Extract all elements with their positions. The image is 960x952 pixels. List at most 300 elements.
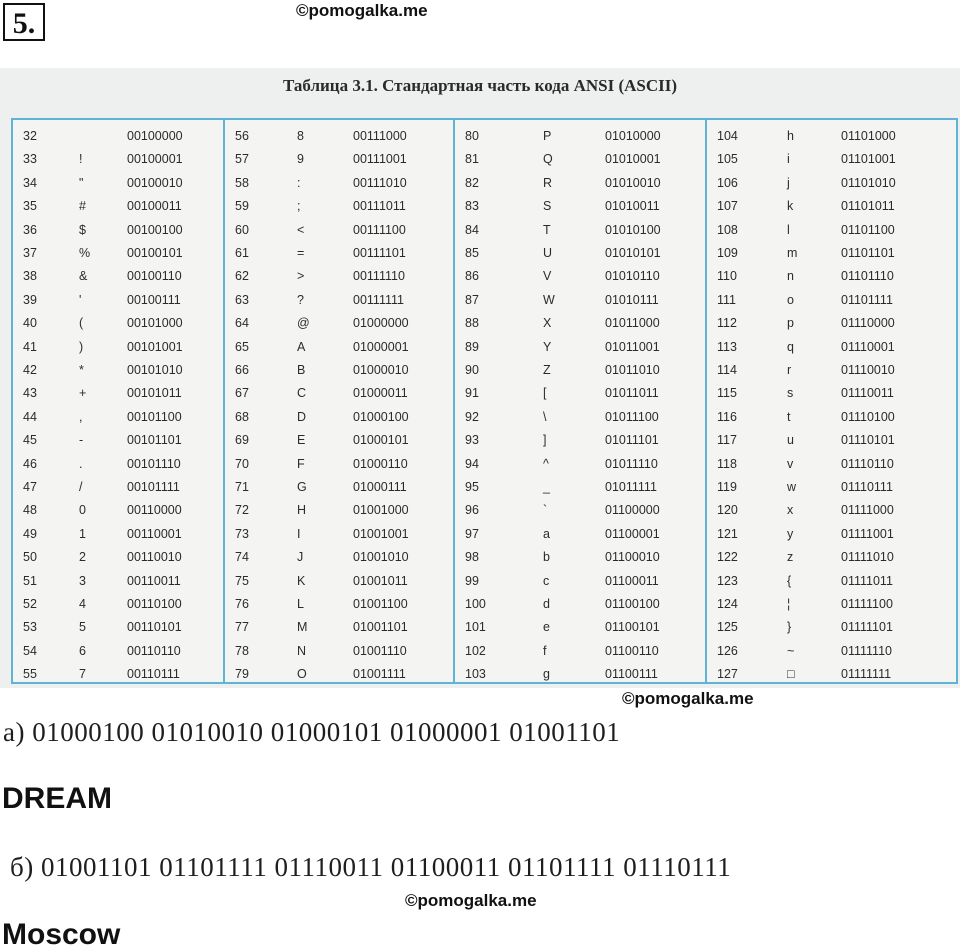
binary-cell: 01110100 (841, 409, 895, 424)
char-cell: t (787, 409, 791, 424)
table-row (13, 570, 223, 594)
char-cell: F (297, 456, 305, 471)
table-column-1 (13, 120, 225, 682)
watermark-2: ©pomogalka.me (622, 689, 754, 708)
binary-cell: 00100011 (127, 199, 182, 214)
char-cell: i (787, 152, 790, 167)
code-cell: 86 (465, 269, 479, 284)
char-cell: o (787, 292, 794, 307)
table-row (13, 616, 223, 640)
table-row (707, 570, 956, 594)
binary-cell: 01001010 (353, 550, 409, 565)
char-cell: % (79, 246, 91, 260)
code-cell: 74 (235, 550, 249, 565)
char-cell: m (787, 246, 798, 260)
binary-cell: 01011101 (605, 433, 659, 448)
code-cell: 43 (23, 386, 37, 401)
table-row (225, 312, 453, 336)
char-cell: x (787, 503, 794, 518)
char-cell: d (543, 597, 550, 611)
binary-cell: 01100110 (605, 643, 659, 658)
code-cell: 122 (717, 550, 738, 565)
table-row (13, 195, 223, 219)
binary-cell: 01111110 (841, 643, 892, 658)
char-cell: l (787, 222, 790, 237)
binary-cell: 00101111 (127, 480, 180, 494)
code-cell: 59 (235, 199, 249, 214)
binary-cell: 01100001 (605, 526, 660, 541)
table-row (225, 195, 453, 219)
char-cell: □ (787, 667, 795, 682)
binary-cell: 01010011 (605, 199, 660, 214)
binary-cell: 01111000 (841, 503, 894, 518)
char-cell: [ (543, 386, 547, 401)
table-row (13, 453, 223, 477)
table-row (13, 476, 223, 500)
binary-cell: 01001101 (353, 620, 408, 635)
table-row (707, 359, 956, 383)
binary-cell: 01001110 (353, 643, 407, 658)
table-row (455, 195, 705, 219)
binary-cell: 01111011 (841, 573, 893, 588)
char-cell: y (787, 526, 794, 541)
code-cell: 93 (465, 433, 479, 448)
code-cell: 103 (465, 667, 486, 682)
char-cell: v (787, 456, 794, 471)
code-cell: 35 (23, 199, 37, 214)
table-row (707, 265, 956, 289)
binary-cell: 01001100 (353, 597, 408, 611)
code-cell: 45 (23, 433, 37, 448)
table-row (455, 593, 705, 617)
code-cell: 127 (717, 667, 738, 682)
code-cell: 97 (465, 526, 479, 541)
binary-cell: 00100100 (127, 222, 183, 237)
code-cell: 81 (465, 152, 479, 167)
code-cell: 73 (235, 526, 249, 541)
table-row (707, 195, 956, 219)
table-row (225, 289, 453, 313)
table-row (225, 406, 453, 430)
binary-cell: 01101101 (841, 246, 895, 260)
char-cell: @ (297, 316, 310, 331)
code-cell: 104 (717, 129, 738, 143)
binary-cell: 01110001 (841, 339, 895, 354)
binary-cell: 01111001 (841, 526, 894, 541)
binary-cell: 00100001 (127, 152, 183, 167)
char-cell: $ (79, 222, 86, 237)
char-cell: p (787, 316, 794, 331)
table-row (455, 616, 705, 640)
binary-cell: 01001000 (353, 503, 409, 518)
binary-cell: 01111010 (841, 550, 894, 565)
binary-cell: 01010111 (605, 292, 659, 307)
table-row (225, 125, 453, 149)
char-cell: n (787, 269, 794, 284)
char-cell: } (787, 620, 792, 635)
table-row (707, 312, 956, 336)
char-cell: A (297, 339, 306, 354)
code-cell: 62 (235, 269, 249, 284)
table-row (455, 172, 705, 196)
binary-cell: 01111100 (841, 597, 893, 611)
table-row (455, 523, 705, 547)
table-row (13, 546, 223, 570)
binary-cell: 00101010 (127, 363, 183, 377)
table-row (707, 172, 956, 196)
binary-cell: 01000100 (353, 409, 409, 424)
task-number: 5. (3, 3, 45, 41)
code-cell: 120 (717, 503, 738, 518)
binary-cell: 00100101 (127, 246, 183, 260)
binary-cell: 01101001 (841, 152, 896, 167)
table-row (707, 476, 956, 500)
char-cell: 7 (79, 667, 86, 682)
table-row (707, 336, 956, 360)
table-row (225, 546, 453, 570)
char-cell: q (787, 339, 794, 354)
table-row (13, 172, 223, 196)
code-cell: 47 (23, 480, 37, 494)
char-cell: ( (79, 316, 84, 331)
code-cell: 114 (717, 363, 737, 377)
table-row (707, 382, 956, 406)
char-cell: r (787, 363, 792, 377)
binary-cell: 00110001 (127, 526, 182, 541)
table-row (13, 289, 223, 313)
task-b-binary: б) 01001101 01101111 01110011 01100011 01101111 01110111 (10, 852, 732, 882)
code-cell: 91 (465, 386, 479, 401)
table-row (455, 499, 705, 523)
binary-cell: 00110100 (127, 597, 182, 611)
code-cell: 76 (235, 597, 249, 611)
code-cell: 60 (235, 222, 249, 237)
table-title: Таблица 3.1. Стандартная часть кода ANSI (ASCII) (282, 76, 678, 95)
binary-cell: 00111110 (353, 269, 405, 284)
char-cell: 8 (297, 129, 304, 143)
table-row (13, 640, 223, 664)
code-cell: 61 (235, 246, 249, 260)
binary-cell: 01100100 (605, 597, 660, 611)
binary-cell: 01011010 (605, 363, 660, 377)
char-cell: M (297, 620, 308, 635)
binary-cell: 00100000 (127, 129, 183, 143)
char-cell: s (787, 386, 794, 401)
table-row (455, 148, 705, 172)
code-cell: 53 (23, 620, 37, 635)
watermark: ©pomogalka.me (296, 1, 428, 20)
binary-cell: 01010110 (605, 269, 660, 284)
code-cell: 68 (235, 409, 249, 424)
code-cell: 41 (23, 339, 37, 354)
table-row (455, 265, 705, 289)
code-cell: 105 (717, 152, 738, 167)
code-cell: 75 (235, 573, 249, 588)
code-cell: 63 (235, 292, 249, 307)
table-row (225, 499, 453, 523)
table-row (707, 242, 956, 266)
answer-b: Moscow (2, 918, 121, 951)
binary-cell: 01010101 (605, 246, 661, 260)
char-cell: 5 (79, 620, 86, 635)
code-cell: 56 (235, 129, 249, 143)
char-cell: ' (79, 292, 82, 307)
code-cell: 71 (235, 480, 249, 494)
code-cell: 66 (235, 363, 249, 377)
char-cell: * (79, 363, 84, 377)
table-row (707, 453, 956, 477)
table-row (13, 382, 223, 406)
ascii-table (11, 118, 958, 684)
char-cell: ) (79, 339, 84, 354)
char-cell: B (297, 363, 306, 377)
binary-cell: 01000101 (353, 433, 409, 448)
table-row (225, 616, 453, 640)
table-row (13, 125, 223, 149)
binary-cell: 01001001 (353, 526, 409, 541)
code-cell: 126 (717, 643, 738, 658)
code-cell: 99 (465, 573, 479, 588)
code-cell: 57 (235, 152, 249, 167)
table-column-3 (455, 120, 707, 682)
table-row (455, 663, 705, 687)
table-row (225, 663, 453, 687)
binary-cell: 01100010 (605, 550, 660, 565)
binary-cell: 01110101 (841, 433, 895, 448)
table-row (13, 312, 223, 336)
table-row (455, 476, 705, 500)
binary-cell: 01010001 (605, 152, 661, 167)
code-cell: 64 (235, 316, 249, 331)
table-row (225, 242, 453, 266)
table-row (707, 616, 956, 640)
code-cell: 89 (465, 339, 479, 354)
code-cell: 110 (717, 269, 737, 284)
char-cell: O (297, 667, 307, 682)
code-cell: 109 (717, 246, 738, 260)
char-cell: V (543, 269, 552, 284)
binary-cell: 00110011 (127, 573, 181, 588)
char-cell: 4 (79, 597, 86, 611)
char-cell: Q (543, 152, 553, 167)
binary-cell: 00101100 (127, 409, 182, 424)
code-cell: 34 (23, 175, 37, 190)
binary-cell: 01011000 (605, 316, 660, 331)
code-cell: 39 (23, 292, 37, 307)
char-cell: & (79, 269, 88, 284)
binary-cell: 00110000 (127, 503, 182, 518)
code-cell: 100 (465, 597, 486, 611)
code-cell: 38 (23, 269, 37, 284)
table-row (225, 219, 453, 243)
code-cell: 65 (235, 339, 249, 354)
binary-cell: 01011110 (605, 456, 658, 471)
char-cell: : (297, 175, 301, 190)
binary-cell: 01000001 (353, 339, 409, 354)
char-cell: g (543, 667, 550, 682)
code-cell: 94 (465, 456, 479, 471)
table-column-4 (707, 120, 956, 682)
table-row (455, 640, 705, 664)
table-row (455, 312, 705, 336)
answer-a: DREAM (2, 782, 112, 815)
table-row (455, 359, 705, 383)
binary-cell: 01100000 (605, 503, 660, 518)
char-cell: E (297, 433, 306, 448)
binary-cell: 01110000 (841, 316, 895, 331)
table-row (13, 265, 223, 289)
binary-cell: 01100101 (605, 620, 660, 635)
code-cell: 33 (23, 152, 37, 167)
binary-cell: 01101011 (841, 199, 895, 214)
char-cell: + (79, 386, 87, 401)
code-cell: 69 (235, 433, 249, 448)
code-cell: 55 (23, 667, 37, 682)
char-cell: > (297, 269, 305, 284)
char-cell: u (787, 433, 794, 448)
code-cell: 108 (717, 222, 738, 237)
table-row (225, 172, 453, 196)
binary-cell: 01011100 (605, 409, 659, 424)
code-cell: 123 (717, 573, 738, 588)
binary-cell: 00100110 (127, 269, 182, 284)
code-cell: 90 (465, 363, 479, 377)
char-cell: ] (543, 433, 547, 448)
char-cell: ` (543, 503, 548, 518)
char-cell: Z (543, 363, 551, 377)
table-row (707, 499, 956, 523)
code-cell: 50 (23, 550, 37, 565)
code-cell: 67 (235, 386, 249, 401)
code-cell: 102 (465, 643, 486, 658)
binary-cell: 00110010 (127, 550, 182, 565)
char-cell: c (543, 573, 550, 588)
binary-cell: 01100011 (605, 573, 659, 588)
char-cell: , (79, 409, 83, 424)
char-cell: { (787, 573, 792, 588)
binary-cell: 01000010 (353, 363, 409, 377)
code-cell: 70 (235, 456, 249, 471)
code-cell: 32 (23, 129, 37, 143)
binary-cell: 01111101 (841, 620, 893, 635)
table-row (13, 523, 223, 547)
code-cell: 85 (465, 246, 479, 260)
table-row (13, 219, 223, 243)
watermark-3: ©pomogalka.me (405, 891, 537, 910)
code-cell: 101 (465, 620, 486, 635)
char-cell: 0 (79, 503, 86, 518)
char-cell: _ (543, 480, 550, 494)
binary-cell: 00101101 (127, 433, 182, 448)
table-row (455, 219, 705, 243)
table-row (13, 359, 223, 383)
code-cell: 117 (717, 433, 737, 448)
code-cell: 40 (23, 316, 37, 331)
char-cell: z (787, 550, 794, 565)
table-row (455, 406, 705, 430)
code-cell: 96 (465, 503, 479, 518)
table-row (225, 429, 453, 453)
char-cell: # (79, 199, 86, 214)
table-row (455, 429, 705, 453)
table-row (225, 336, 453, 360)
binary-cell: 01010000 (605, 129, 661, 143)
table-row (225, 265, 453, 289)
code-cell: 48 (23, 503, 37, 518)
char-cell: k (787, 199, 794, 214)
table-row (225, 523, 453, 547)
binary-cell: 00111000 (353, 129, 407, 143)
code-cell: 83 (465, 199, 479, 214)
binary-cell: 00111111 (353, 292, 404, 307)
char-cell: . (79, 456, 83, 471)
binary-cell: 01111111 (841, 667, 892, 682)
char-cell: ^ (543, 456, 549, 471)
code-cell: 84 (465, 222, 479, 237)
binary-cell: 01000000 (353, 316, 409, 331)
binary-cell: 00110110 (127, 643, 181, 658)
table-row (13, 406, 223, 430)
table-row (225, 453, 453, 477)
binary-cell: 00111011 (353, 199, 406, 214)
table-row (455, 570, 705, 594)
table-row (455, 546, 705, 570)
table-row (225, 570, 453, 594)
char-cell: < (297, 222, 305, 237)
binary-cell: 00101110 (127, 456, 181, 471)
code-cell: 121 (717, 526, 738, 541)
table-row (707, 289, 956, 313)
char-cell: R (543, 175, 553, 190)
code-cell: 87 (465, 292, 479, 307)
binary-cell: 00111010 (353, 175, 407, 190)
char-cell (79, 129, 82, 143)
table-row (455, 125, 705, 149)
char-cell: D (297, 409, 307, 424)
binary-cell: 01110111 (841, 480, 893, 494)
table-row (707, 523, 956, 547)
code-cell: 46 (23, 456, 37, 471)
char-cell: - (79, 433, 84, 448)
table-row (13, 499, 223, 523)
binary-cell: 01101100 (841, 222, 895, 237)
char-cell: X (543, 316, 552, 331)
table-column-2 (225, 120, 455, 682)
char-cell: 6 (79, 643, 86, 658)
binary-cell: 01011011 (605, 386, 659, 401)
char-cell: 2 (79, 550, 86, 565)
binary-cell: 00110111 (127, 667, 180, 682)
char-cell: K (297, 573, 306, 588)
code-cell: 119 (717, 480, 737, 494)
char-cell: / (79, 480, 83, 494)
char-cell: G (297, 480, 307, 494)
table-row (707, 593, 956, 617)
binary-cell: 01010010 (605, 175, 661, 190)
table-row (13, 336, 223, 360)
code-cell: 112 (717, 316, 737, 331)
code-cell: 107 (717, 199, 738, 214)
code-cell: 111 (717, 292, 737, 307)
char-cell: T (543, 222, 551, 237)
table-row (707, 148, 956, 172)
binary-cell: 01101010 (841, 175, 896, 190)
table-row (13, 593, 223, 617)
code-cell: 72 (235, 503, 249, 518)
code-cell: 98 (465, 550, 479, 565)
code-cell: 92 (465, 409, 479, 424)
binary-cell: 01101000 (841, 129, 896, 143)
